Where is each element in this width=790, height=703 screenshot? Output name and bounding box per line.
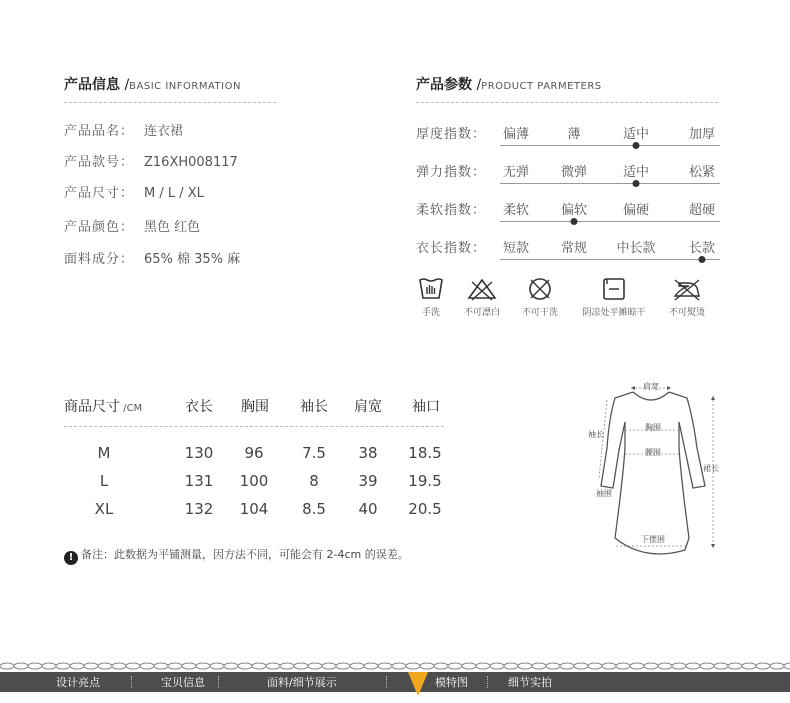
param-option: 微弹 — [560, 165, 588, 180]
no-bleach-icon — [466, 276, 498, 302]
table-cell: 8.5 — [302, 500, 326, 518]
param-option: 柔软 — [502, 203, 530, 218]
table-cell: 39 — [358, 472, 378, 490]
table-cell: 18.5 — [408, 444, 442, 462]
size-label: M — [97, 444, 111, 462]
col-header-shoulder: 肩宽 — [354, 399, 382, 415]
info-row-name: 产品品名： 连衣裙 — [64, 124, 184, 139]
basic-info-title: 产品信息 /BASIC INFORMATION — [64, 77, 241, 93]
nav-item-design[interactable]: 设计亮点 — [56, 676, 100, 689]
param-option: 偏薄 — [502, 127, 530, 142]
table-cell: 19.5 — [408, 472, 442, 490]
col-header-length: 衣长 — [185, 399, 213, 415]
nav-separator — [131, 676, 132, 688]
info-row-fabric: 面料成分： 65% 棉 35% 麻 — [64, 252, 241, 267]
nav-separator — [487, 676, 488, 688]
diagram-label-chest: 胸围 — [645, 423, 661, 432]
info-row-style-no: 产品款号： Z16XH008117 — [64, 155, 238, 170]
nav-item-fabric[interactable]: 面料/细节展示 — [267, 676, 337, 689]
param-option: 超硬 — [688, 203, 716, 218]
param-selected-marker — [633, 142, 640, 149]
nav-separator — [218, 676, 219, 688]
size-label: XL — [94, 500, 114, 518]
param-selected-marker — [699, 256, 706, 263]
table-cell: 131 — [184, 472, 214, 490]
table-cell: 96 — [244, 444, 264, 462]
measurement-note: ! 备注：此数据为平铺测量，因方法不同，可能会有 2-4cm 的误差。 — [64, 546, 409, 565]
care-hand-wash: 手洗 — [414, 276, 448, 318]
diagram-label-cuff: 袖围 — [596, 489, 612, 498]
param-scale-bar — [500, 259, 720, 260]
param-option: 加厚 — [688, 127, 716, 142]
param-scale-bar — [500, 183, 720, 184]
warning-icon: ! — [64, 551, 78, 565]
table-cell: 7.5 — [302, 444, 326, 462]
param-selected-marker — [571, 218, 578, 225]
nav-active-arrow-icon — [408, 672, 428, 696]
diagram-label-waist: 腰围 — [645, 448, 661, 457]
param-option: 松紧 — [688, 165, 716, 180]
care-no-dry-clean: 不可干洗 — [516, 276, 564, 318]
info-row-size: 产品尺寸： M / L / XL — [64, 186, 204, 201]
table-cell: 20.5 — [408, 500, 442, 518]
diagram-label-hem: 下摆围 — [641, 535, 665, 544]
size-label: L — [99, 472, 109, 490]
param-option: 适中 — [622, 127, 650, 142]
param-option: 中长款 — [616, 241, 656, 256]
col-header-cuff: 袖口 — [412, 399, 440, 415]
diagram-label-sleeve: 袖长 — [588, 430, 604, 439]
no-dry-clean-icon — [526, 276, 554, 302]
table-cell: 8 — [309, 472, 319, 490]
col-header-sleeve: 袖长 — [300, 399, 328, 415]
param-option: 偏硬 — [622, 203, 650, 218]
col-header-chest: 胸围 — [241, 399, 269, 415]
table-cell: 132 — [184, 500, 214, 518]
table-cell: 40 — [358, 500, 378, 518]
param-label: 衣长指数： — [416, 241, 487, 256]
param-selected-marker — [633, 180, 640, 187]
param-row-softness — [416, 199, 720, 223]
dry-flat-shade-icon — [600, 276, 628, 302]
param-scale-bar — [500, 145, 720, 146]
param-label: 柔软指数： — [416, 203, 487, 218]
hand-wash-icon — [417, 276, 445, 302]
parameters-divider — [416, 102, 718, 103]
nav-item-product-info[interactable]: 宝贝信息 — [161, 676, 205, 689]
parameters-title: 产品参数 /PRODUCT PARMETERS — [416, 77, 602, 93]
param-scale-bar — [500, 221, 720, 222]
nav-item-details[interactable]: 细节实拍 — [508, 676, 552, 689]
table-cell: 38 — [358, 444, 378, 462]
nav-item-model[interactable]: 模特图 — [435, 676, 468, 689]
param-row-length — [416, 237, 720, 261]
diagram-label-length: 裙长 — [703, 464, 719, 473]
param-option: 常规 — [560, 241, 588, 256]
table-cell: 130 — [184, 444, 214, 462]
param-option: 无弹 — [502, 165, 530, 180]
param-label: 弹力指数： — [416, 165, 487, 180]
bottom-nav — [0, 672, 790, 692]
table-cell: 100 — [239, 472, 269, 490]
table-cell: 104 — [239, 500, 269, 518]
basic-info-divider — [64, 102, 276, 103]
param-row-elasticity — [416, 161, 720, 185]
param-label: 厚度指数： — [416, 127, 487, 142]
param-option: 薄 — [567, 127, 581, 142]
diagram-label-shoulder: 肩宽 — [643, 382, 659, 391]
info-row-color: 产品颜色： 黑色 红色 — [64, 220, 201, 235]
param-option: 适中 — [622, 165, 650, 180]
nav-separator — [386, 676, 387, 688]
no-iron-icon — [671, 276, 703, 302]
care-no-iron: 不可熨烫 — [662, 276, 712, 318]
param-option: 长款 — [688, 241, 716, 256]
param-option: 短款 — [502, 241, 530, 256]
param-option: 偏软 — [560, 203, 588, 218]
chain-decoration — [0, 660, 790, 672]
care-no-bleach: 不可漂白 — [458, 276, 506, 318]
param-row-thickness — [416, 123, 720, 147]
size-table-divider — [64, 426, 444, 427]
size-table-title: 商品尺寸 /CM — [64, 399, 143, 415]
care-dry-flat: 阴凉处平摊晾干 — [576, 276, 652, 318]
